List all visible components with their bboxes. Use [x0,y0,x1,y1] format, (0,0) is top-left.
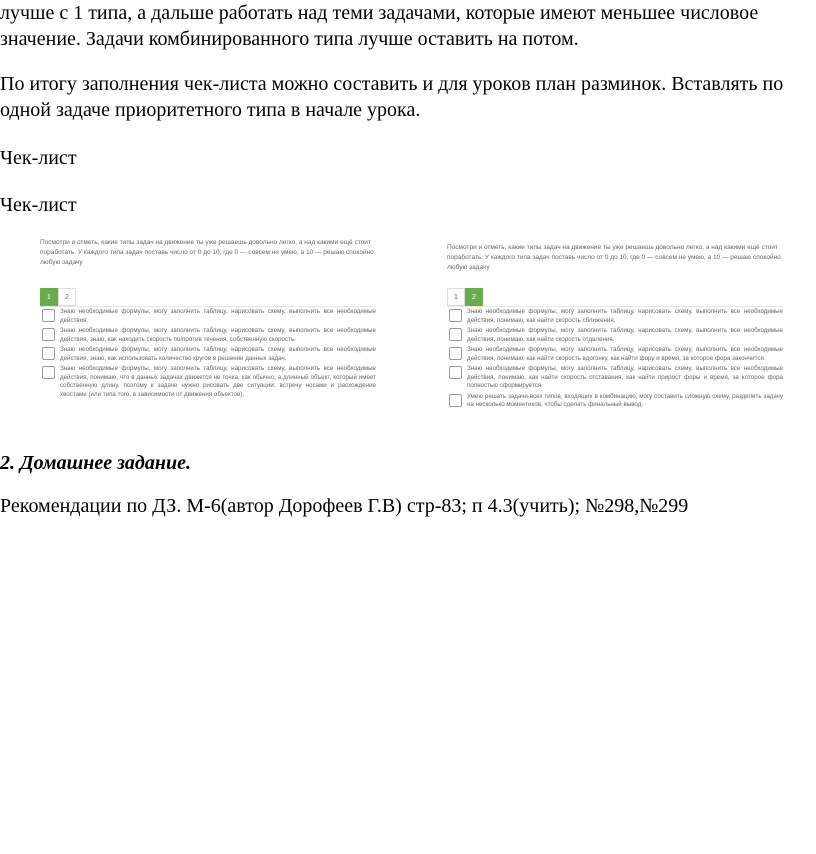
checklist-item-text: Знаю необходимые формулы, могу заполнить таблицу, нарисовать схему, выполнить все необходимые действия, понимаю, как найти скорость отдаления. [467,327,783,343]
checkbox[interactable] [42,347,55,360]
checklist-items [40,308,376,401]
homework-heading: 2. Домашнее задание. [0,452,191,474]
checklist-item-text: Знаю необходимые формулы, могу заполнить таблицу, нарисовать схему, выполнить все необходимые действия. [60,308,376,324]
checklist-item-text: Знаю необходимые формулы, могу заполнить таблицу, нарисовать схему, выполнить все необходимые действия, понимаю, как найти скорость отставания, как найти прирост форы и время, за которое фора полностью сформируется. [467,365,783,389]
checkbox[interactable] [42,366,55,379]
checklist-item[interactable] [40,365,376,399]
checklist-heading-2: Чек-лист [0,194,77,216]
tabs-divider [447,306,783,307]
checklist-screenshot-right [447,243,783,433]
checklist-item-text: Знаю необходимые формулы, могу заполнить таблицу, нарисовать схему, выполнить все необходимые действия, понимаю, как найти скорость вдогонку, как найти фору и время, за которое фора закончится. [467,346,783,362]
tab-2[interactable]: 2 [465,288,483,306]
checklist-tabs [40,288,76,306]
checklist-item[interactable] [40,327,376,344]
tab-2[interactable]: 2 [58,288,76,306]
checklist-item-text: Знаю необходимые формулы, могу заполнить таблицу, нарисовать схему, выполнить все необходимые действия, знаю, как находить скорость по/против течения, собственную скорость. [60,327,376,343]
checklist-item[interactable] [447,365,783,391]
tabs-divider [40,306,376,307]
checklist-items [447,308,783,412]
checklist-item[interactable] [40,308,376,325]
checkbox[interactable] [449,309,462,322]
tab-1[interactable]: 1 [40,288,58,306]
checkbox[interactable] [42,309,55,322]
checkbox[interactable] [449,347,462,360]
checklist-intro: Посмотри и отметь, какие типы задач на движение ты уже решаешь довольно легко, а над какими ещё стоит поработать. У каждого типа задач поставь число от 0 до 10, где 0 — совсем не умею, а 10 — решаю спокойно любую задачу [40,239,374,266]
checkbox[interactable] [449,328,462,341]
paragraph-warmup-plan: По итогу заполнения чек-листа можно составить и для уроков план разминок. Вставлять по одной задаче приоритетного типа в начале урока. [0,73,784,121]
checklist-screenshot-left [40,238,376,430]
checklist-item-text: Знаю необходимые формулы, могу заполнить таблицу, нарисовать схему, выполнить все необходимые действия, понимаю, что в данных задачах движется не точка, как обычно, а длинный объект, который имеет собственную длину, поэтому к задаче нужно рисовать две ситуации: встречу носами и расхождение хвостами (или типа того, в зависимости от движения объектов). [60,365,376,398]
checklist-item[interactable] [40,346,376,363]
checklist-item-text: Знаю необходимые формулы, могу заполнить таблицу, нарисовать схему, выполнить все необходимые действия, понимаю, как найти скорость сближения. [467,308,783,324]
checkbox[interactable] [449,366,462,379]
homework-text: Рекомендации по ДЗ. М-6(автор Дорофеев Г.В) стр-83; п 4.3(учить); №298,№299 [0,495,689,517]
checklist-intro: Посмотри и отметь, какие типы задач на движение ты уже решаешь довольно легко, а над какими ещё стоит поработать. У каждого типа задач поставь число от 0 до 10, где 0 — совсем не умею, а 10 — решаю спокойно любую задачу [447,244,781,271]
checklist-tabs [447,288,483,306]
checklist-heading-1: Чек-лист [0,147,77,169]
paragraph-recommendation: лучше с 1 типа, а дальше работать над теми задачами, которые имеют меньшее числовое значение. Задачи комбинированного типа лучше оставить на потом. [0,2,759,50]
checkbox[interactable] [449,394,462,407]
checklist-item[interactable] [447,393,783,410]
checklist-item-text: Знаю необходимые формулы, могу заполнить таблицу, нарисовать схему, выполнить все необходимые действия, знаю, как использовать количество кругов в решении данных задач. [60,346,376,362]
checkbox[interactable] [42,328,55,341]
checklist-item[interactable] [447,346,783,363]
checklist-item[interactable] [447,327,783,344]
checklist-item[interactable] [447,308,783,325]
checklist-item-text: Умею решать задачи всех типов, входящих в комбинацию, могу составить сложную схему, разделить задачу на несколько моментиков, чтобы сделать финальный вывод. [467,392,783,408]
tab-1[interactable]: 1 [447,288,465,306]
